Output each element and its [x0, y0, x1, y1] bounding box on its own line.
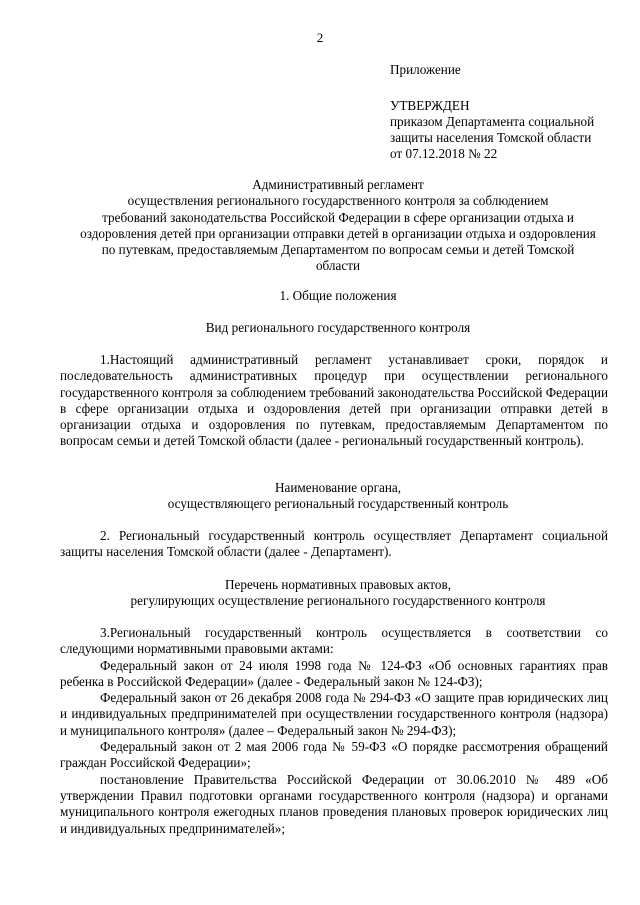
- title-line-1: Административный регламент: [252, 177, 424, 192]
- section-heading-general: 1. Общие положения: [279, 288, 397, 303]
- page-number: 2: [316, 30, 324, 45]
- paragraph-3-intro: 3.Региональный государственный контроль осуществляется в соответствии со следующими нормативными правовыми актами:: [60, 625, 608, 657]
- document-title: [60, 177, 616, 275]
- approval-line-1: приказом Департамента социальной: [390, 114, 595, 129]
- paragraph-1: 1.Настоящий административный регламент устанавливает сроки, порядок и последовательность административных процедур при осуществлении регионального государственного контроля за соблюдением требований законодательства Российской Федерации в сфере организации отдыха и оздоровления детей при организации отправки детей в организации отдыха и оздоровления по путевкам, предоставляемым Департаментом по вопросам семьи и детей Томской области (далее - региональный государственный контроль).: [60, 352, 608, 449]
- legal-act-item: постановление Правительства Российской Федерации от 30.06.2010 № 489 «Об утверждении Правил подготовки органами государственного контроля (надзора) и органами муниципального контроля ежегодных планов проведения плановых проверок юридических лиц и индивидуальных предпринимателей»;: [60, 771, 608, 836]
- paragraph-2: 2. Региональный государственный контроль осуществляет Департамент социальной защиты населения Томской области (далее - Департамент).: [60, 528, 608, 560]
- approval-line-3: от 07.12.2018 № 22: [390, 146, 498, 161]
- legal-act-item: Федеральный закон от 2 мая 2006 года № 59-ФЗ «О порядке рассмотрения обращений граждан Российской Федерации»;: [60, 739, 608, 771]
- approval-line-2: защиты населения Томской области: [390, 130, 592, 145]
- subheading-legal-acts: [60, 577, 616, 610]
- legal-act-item: Федеральный закон от 24 июля 1998 года № 124-ФЗ «Об основных гарантиях прав ребенка в Российской Федерации» (далее - Федеральный закон № 124-ФЗ);: [60, 657, 608, 689]
- title-line-6: области: [315, 258, 361, 274]
- subheading-legal-acts-line-2: регулирующих осуществление регионального государственного контроля: [130, 593, 546, 609]
- title-line-4: оздоровления детей при организации отправки детей в организации отдыха и оздоровления: [80, 225, 596, 241]
- title-line-5: по путевкам, предоставляемым Департаментом по вопросам семьи и детей Томской: [101, 242, 575, 258]
- title-line-2: осуществления регионального государственного контроля за соблюдением: [127, 193, 549, 209]
- title-line-3: требований законодательства Российской Федерации в сфере организации отдыха и: [102, 209, 574, 225]
- subheading-control-type: Вид регионального государственного контроля: [205, 320, 471, 335]
- appendix-label: Приложение: [390, 62, 461, 77]
- subheading-authority-line-2: осуществляющего региональный государственный контроль: [167, 496, 509, 512]
- approval-block: [390, 62, 630, 162]
- approved-label: УТВЕРЖДЕН: [390, 98, 470, 113]
- legal-act-item: Федеральный закон от 26 декабря 2008 года № 294-ФЗ «О защите прав юридических лиц и индивидуальных предпринимателей при осуществлении государственного контроля (надзора) и муниципального контроля» (далее – Федеральный закон № 294-ФЗ);: [60, 690, 608, 738]
- subheading-authority-line-1: Наименование органа,: [274, 480, 402, 495]
- paragraph-3: [60, 625, 608, 837]
- subheading-authority: [60, 480, 616, 513]
- subheading-legal-acts-line-1: Перечень нормативных правовых актов,: [224, 577, 452, 592]
